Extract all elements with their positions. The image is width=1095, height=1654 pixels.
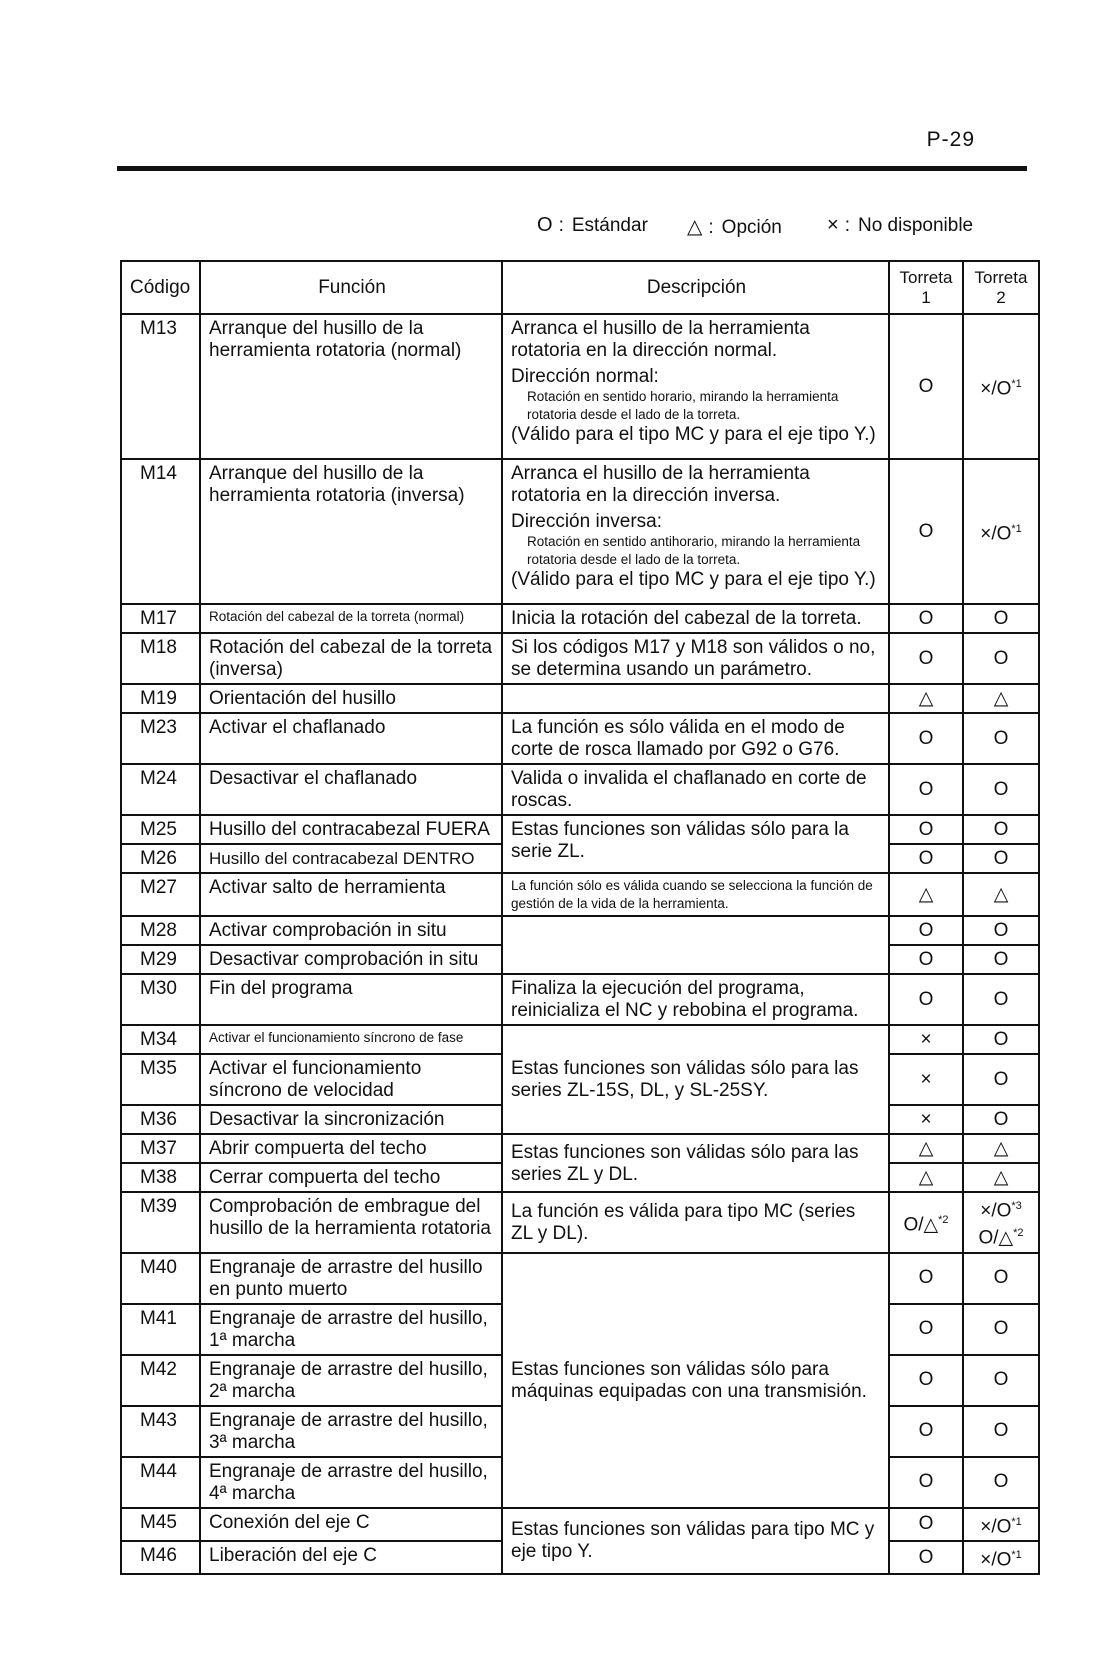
row-function: Engranaje de arrastre del husillo en punto muerto <box>200 1253 502 1304</box>
row-code: M34 <box>121 1025 200 1054</box>
row-code: M44 <box>121 1457 200 1508</box>
table-row <box>121 1253 1039 1304</box>
turret-1-mark: O/△$^{*2}$ <box>889 1192 963 1253</box>
row-function: Liberación del eje C <box>200 1541 502 1574</box>
turret-1-mark: × <box>889 1025 963 1054</box>
turret-2-mark: O <box>963 1457 1039 1508</box>
row-description <box>502 684 889 713</box>
legend-standard: O : Estándar <box>537 214 648 236</box>
turret-1-mark: O <box>889 459 963 604</box>
table-row <box>121 1134 1039 1163</box>
row-code: M19 <box>121 684 200 713</box>
turret-1-mark: O <box>889 1406 963 1457</box>
row-code: M24 <box>121 764 200 815</box>
row-function: Engranaje de arrastre del husillo, 2ª marcha <box>200 1355 502 1406</box>
table-row <box>121 916 1039 945</box>
row-description: La función es sólo válida en el modo de corte de rosca llamado por G92 o G76. <box>502 713 889 764</box>
turret-2-mark: O <box>963 1054 1039 1105</box>
turret-2-mark: O <box>963 633 1039 684</box>
turret-1-mark: O <box>889 916 963 945</box>
table-row <box>121 459 1039 604</box>
legend-option: △ : Opción <box>687 216 782 238</box>
row-function: Conexión del eje C <box>200 1508 502 1541</box>
header-turret-1: Torreta 1 <box>889 261 963 314</box>
turret-2-mark: △ <box>963 684 1039 713</box>
row-code: M37 <box>121 1134 200 1163</box>
legend <box>537 214 1027 244</box>
turret-2-mark: $\times/O^{*1}$ <box>963 1508 1039 1541</box>
row-code: M17 <box>121 604 200 633</box>
table-row <box>121 1192 1039 1253</box>
row-function: Desactivar la sincronización <box>200 1105 502 1134</box>
row-description-merged: Estas funciones son válidas sólo para las series ZL-15S, DL, y SL-25SY. <box>502 1025 889 1134</box>
turret-1-mark: O <box>889 1304 963 1355</box>
header-turret-2: Torreta 2 <box>963 261 1039 314</box>
row-function: Engranaje de arrastre del husillo, 3ª marcha <box>200 1406 502 1457</box>
turret-1-mark: O <box>889 713 963 764</box>
row-description-merged: Estas funciones son válidas sólo para la serie ZL. <box>502 815 889 873</box>
turret-2-mark: O <box>963 1105 1039 1134</box>
turret-1-mark: △ <box>889 1134 963 1163</box>
turret-2-mark: $\times/O^{*1}$ <box>963 1541 1039 1574</box>
table-row <box>121 314 1039 459</box>
row-code: M30 <box>121 974 200 1025</box>
turret-1-mark: O <box>889 1541 963 1574</box>
row-description: Arranca el husillo de la herramienta rotatoria en la dirección inversa. Dirección inversa: Rotación en sentido antihorario, mirando la herramienta rotatoria desde el lado de la torreta. (Válido para el tipo MC y para el eje tipo Y.) <box>502 459 889 604</box>
row-function: Activar salto de herramienta <box>200 873 502 916</box>
row-function: Fin del programa <box>200 974 502 1025</box>
turret-2-mark: O <box>963 1253 1039 1304</box>
turret-2-mark: O <box>963 916 1039 945</box>
turret-2-mark: O <box>963 974 1039 1025</box>
row-function: Activar comprobación in situ <box>200 916 502 945</box>
page-number: P-29 <box>926 128 975 151</box>
table-row <box>121 713 1039 764</box>
turret-1-mark: O <box>889 945 963 974</box>
table-row <box>121 815 1039 844</box>
circle-icon: O <box>537 214 553 236</box>
turret-2-mark: O <box>963 945 1039 974</box>
row-code: M41 <box>121 1304 200 1355</box>
row-code: M36 <box>121 1105 200 1134</box>
turret-2-mark: O <box>963 764 1039 815</box>
row-description: La función sólo es válida cuando se selecciona la función de gestión de la vida de la herramienta. <box>502 873 889 916</box>
turret-2-mark: O <box>963 604 1039 633</box>
turret-1-mark: O <box>889 1508 963 1541</box>
header-rule <box>117 166 1027 171</box>
turret-2-mark: O <box>963 1406 1039 1457</box>
table-row <box>121 764 1039 815</box>
row-code: M46 <box>121 1541 200 1574</box>
turret-2-mark: O <box>963 1304 1039 1355</box>
table-row <box>121 974 1039 1025</box>
turret-2-mark: O <box>963 713 1039 764</box>
row-code: M18 <box>121 633 200 684</box>
row-function: Cerrar compuerta del techo <box>200 1163 502 1192</box>
turret-2-mark: $\times/O^{*3}$ O/△$^{*2}$ <box>963 1192 1039 1253</box>
row-description-merged: Estas funciones son válidas para tipo MC y eje tipo Y. <box>502 1508 889 1575</box>
turret-1-mark: O <box>889 1355 963 1406</box>
turret-1-mark: O <box>889 974 963 1025</box>
row-function: Orientación del husillo <box>200 684 502 713</box>
row-description-merged: Estas funciones son válidas sólo para máquinas equipadas con una transmisión. <box>502 1253 889 1508</box>
row-description: Si los códigos M17 y M18 son válidos o no, se determina usando un parámetro. <box>502 633 889 684</box>
row-function: Desactivar el chaflanado <box>200 764 502 815</box>
legend-unavailable-label: No disponible <box>857 215 974 236</box>
row-function: Arranque del husillo de la herramienta rotatoria (inversa) <box>200 459 502 604</box>
row-code: M39 <box>121 1192 200 1253</box>
turret-2-mark: O <box>963 844 1039 873</box>
turret-1-mark: O <box>889 815 963 844</box>
row-function: Activar el chaflanado <box>200 713 502 764</box>
turret-2-mark: O <box>963 1025 1039 1054</box>
row-description-merged: Estas funciones son válidas sólo para las series ZL y DL. <box>502 1134 889 1192</box>
row-code: M26 <box>121 844 200 873</box>
row-function: Desactivar comprobación in situ <box>200 945 502 974</box>
row-code: M45 <box>121 1508 200 1541</box>
m-codes-table <box>120 260 1040 1575</box>
header-function: Función <box>200 261 502 314</box>
turret-2-mark: $\times/O^{*1}$ <box>963 459 1039 604</box>
legend-option-label: Opción <box>721 217 782 238</box>
table-row <box>121 684 1039 713</box>
turret-1-mark: △ <box>889 873 963 916</box>
row-function: Activar el funcionamiento síncrono de velocidad <box>200 1054 502 1105</box>
turret-2-mark: $\times/O^{*1}$ <box>963 314 1039 459</box>
row-function: Comprobación de embrague del husillo de la herramienta rotatoria <box>200 1192 502 1253</box>
turret-2-mark: △ <box>963 1163 1039 1192</box>
table-row <box>121 1508 1039 1541</box>
row-code: M14 <box>121 459 200 604</box>
row-function: Engranaje de arrastre del husillo, 4ª marcha <box>200 1457 502 1508</box>
row-description-merged <box>502 916 889 974</box>
row-function: Arranque del husillo de la herramienta rotatoria (normal) <box>200 314 502 459</box>
turret-1-mark: × <box>889 1105 963 1134</box>
row-code: M13 <box>121 314 200 459</box>
row-function: Engranaje de arrastre del husillo, 1ª marcha <box>200 1304 502 1355</box>
row-code: M35 <box>121 1054 200 1105</box>
row-function: Husillo del contracabezal FUERA <box>200 815 502 844</box>
row-code: M28 <box>121 916 200 945</box>
row-code: M29 <box>121 945 200 974</box>
turret-2-mark: △ <box>963 873 1039 916</box>
turret-1-mark: O <box>889 764 963 815</box>
turret-1-mark: △ <box>889 684 963 713</box>
turret-2-mark: △ <box>963 1134 1039 1163</box>
row-function: Activar el funcionamiento síncrono de fase <box>200 1025 502 1054</box>
table-row <box>121 633 1039 684</box>
turret-1-mark: × <box>889 1054 963 1105</box>
row-code: M27 <box>121 873 200 916</box>
row-code: M43 <box>121 1406 200 1457</box>
legend-standard-label: Estándar <box>571 215 648 236</box>
row-code: M25 <box>121 815 200 844</box>
row-function: Rotación del cabezal de la torreta (inversa) <box>200 633 502 684</box>
turret-1-mark: O <box>889 1253 963 1304</box>
turret-2-mark: O <box>963 815 1039 844</box>
row-code: M23 <box>121 713 200 764</box>
row-code: M42 <box>121 1355 200 1406</box>
turret-1-mark: △ <box>889 1163 963 1192</box>
row-description: Inicia la rotación del cabezal de la torreta. <box>502 604 889 633</box>
table-row <box>121 873 1039 916</box>
turret-1-mark: O <box>889 604 963 633</box>
header-description: Descripción <box>502 261 889 314</box>
row-function: Husillo del contracabezal DENTRO <box>200 844 502 873</box>
turret-1-mark: O <box>889 844 963 873</box>
table-header-row <box>121 261 1039 314</box>
cross-icon: × <box>827 214 839 236</box>
table-row <box>121 604 1039 633</box>
table-row <box>121 1025 1039 1054</box>
row-code: M38 <box>121 1163 200 1192</box>
turret-1-mark: O <box>889 633 963 684</box>
row-description: Arranca el husillo de la herramienta rotatoria en la dirección normal. Dirección normal: Rotación en sentido horario, mirando la herramienta rotatoria desde el lado de la torreta. (Válido para el tipo MC y para el eje tipo Y.) <box>502 314 889 459</box>
legend-unavailable: × : No disponible <box>827 214 974 236</box>
row-function: Abrir compuerta del techo <box>200 1134 502 1163</box>
turret-1-mark: O <box>889 314 963 459</box>
row-description: La función es válida para tipo MC (series ZL y DL). <box>502 1192 889 1253</box>
row-function: Rotación del cabezal de la torreta (normal) <box>200 604 502 633</box>
turret-2-mark: O <box>963 1355 1039 1406</box>
triangle-icon: △ <box>687 216 703 238</box>
row-description: Valida o invalida el chaflanado en corte de roscas. <box>502 764 889 815</box>
row-code: M40 <box>121 1253 200 1304</box>
header-code: Código <box>121 261 200 314</box>
row-description: Finaliza la ejecución del programa, reinicializa el NC y rebobina el programa. <box>502 974 889 1025</box>
turret-1-mark: O <box>889 1457 963 1508</box>
